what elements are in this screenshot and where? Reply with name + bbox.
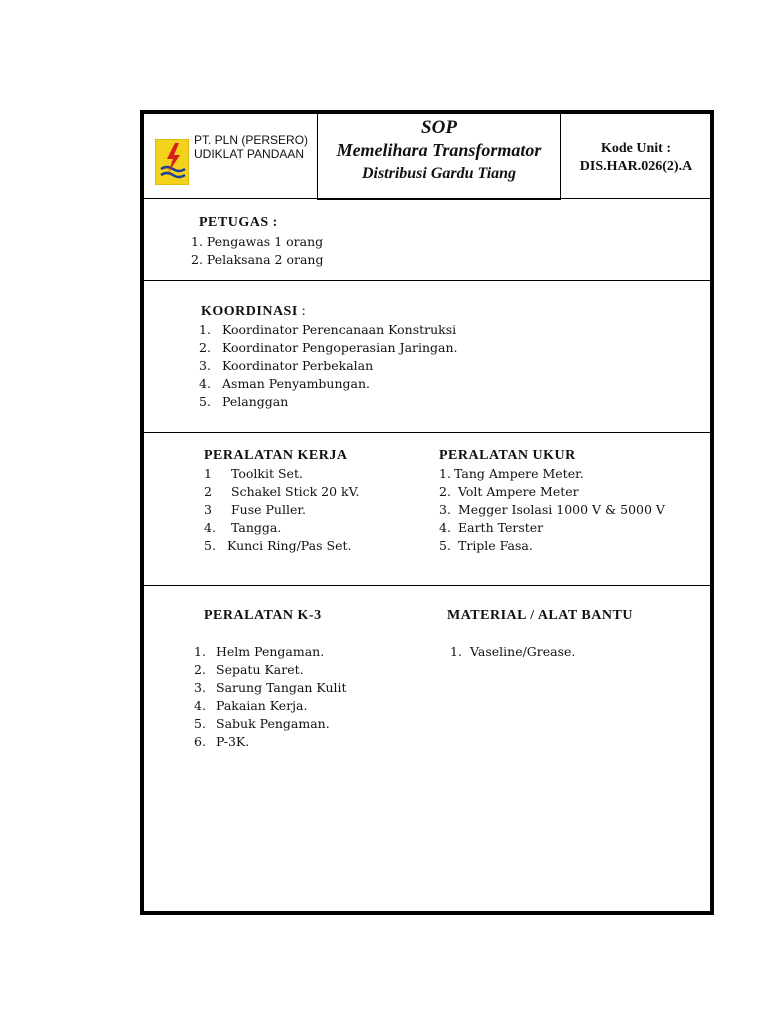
list-text: Koordinator Perbekalan: [222, 358, 374, 373]
list-item: [194, 679, 347, 697]
section-peralatan-ukur: [439, 447, 665, 555]
list-item: [199, 357, 458, 375]
koordinasi-heading: [201, 303, 458, 321]
list-item: [204, 501, 359, 519]
list-text: Volt Ampere Meter: [458, 484, 579, 499]
organization-name: [194, 133, 308, 161]
list-text: Sarung Tangan Kulit: [216, 680, 347, 695]
list-text: Megger Isolasi 1000 V & 5000 V: [458, 502, 665, 517]
list-text: Helm Pengaman.: [216, 644, 325, 659]
peralatan-kerja-heading: PERALATAN KERJA: [204, 448, 348, 463]
list-text: Vaseline/Grease.: [470, 644, 576, 659]
peralatan-ukur-heading: PERALATAN UKUR: [439, 448, 576, 463]
list-item: [199, 375, 458, 393]
list-text: Triple Fasa.: [458, 538, 533, 553]
list-item: 1. Pengawas 1 orang: [191, 234, 324, 249]
section-peralatan-k3: [204, 607, 322, 625]
divider: [144, 432, 710, 433]
list-number: 2: [204, 484, 212, 499]
unit-code-cell: [562, 140, 710, 176]
list-item: [194, 733, 347, 751]
list-number: 3.: [439, 502, 451, 517]
list-number: 5.: [199, 394, 211, 409]
list-text: Earth Terster: [458, 520, 544, 535]
sop-document: [140, 110, 714, 915]
organization-cell: [144, 114, 316, 200]
list-item: [439, 519, 665, 537]
list-number: 5.: [204, 538, 216, 553]
list-text: Sabuk Pengaman.: [216, 716, 330, 731]
list-text: Tang Ampere Meter.: [454, 466, 584, 481]
list-number: 2.: [194, 662, 206, 677]
divider: [144, 585, 710, 586]
petugas-list: [191, 233, 323, 269]
org-line-1: PT. PLN (PERSERO): [194, 133, 309, 147]
org-line-2: UDIKLAT PANDAAN: [194, 147, 305, 161]
list-number: 3: [204, 502, 212, 517]
list-number: 4.: [194, 698, 206, 713]
list-text: Kunci Ring/Pas Set.: [227, 538, 352, 553]
peralatan-k3-heading: PERALATAN K-3: [204, 608, 322, 623]
section-peralatan-kerja: [204, 447, 359, 555]
list-item: [194, 715, 347, 733]
section-koordinasi: [201, 303, 458, 411]
title-line-1: Memelihara Transformator: [336, 140, 542, 160]
list-number: 2.: [199, 340, 211, 355]
list-item: [439, 501, 665, 519]
list-text: Schakel Stick 20 kV.: [231, 484, 360, 499]
divider: [144, 280, 710, 281]
list-number: 1.: [439, 466, 451, 481]
list-number: 5.: [439, 538, 451, 553]
list-number: 1.: [450, 644, 462, 659]
list-item: [204, 465, 359, 483]
list-item: 2. Pelaksana 2 orang: [191, 252, 324, 267]
title-box: [317, 114, 561, 200]
koordinasi-colon: :: [301, 304, 307, 319]
list-number: 4.: [439, 520, 451, 535]
list-item: [204, 483, 359, 501]
sop-label: SOP: [421, 117, 457, 138]
list-item: [194, 661, 347, 679]
section-petugas: [199, 214, 278, 232]
unit-code-label: Kode Unit :: [601, 141, 671, 156]
peralatan-k3-list: [194, 643, 347, 751]
material-list: [450, 643, 575, 661]
list-number: 3.: [199, 358, 211, 373]
list-number: 6.: [194, 734, 206, 749]
list-number: 1: [204, 466, 212, 481]
list-item: [199, 339, 458, 357]
list-text: Asman Penyambungan.: [222, 376, 371, 391]
list-number: 4.: [199, 376, 211, 391]
list-item: [204, 537, 359, 555]
list-text: Tangga.: [231, 520, 282, 535]
material-heading: MATERIAL / ALAT BANTU: [447, 608, 633, 623]
list-item: [439, 483, 665, 501]
document-header: [144, 114, 710, 200]
list-number: 3.: [194, 680, 206, 695]
list-item: [199, 393, 458, 411]
list-item: [439, 537, 665, 555]
list-text: Koordinator Pengoperasian Jaringan.: [222, 340, 458, 355]
list-item: [450, 643, 575, 661]
list-text: Toolkit Set.: [231, 466, 303, 481]
unit-code-value: DIS.HAR.026(2).A: [579, 159, 693, 174]
list-number: 1.: [194, 644, 206, 659]
list-number: 5.: [194, 716, 206, 731]
divider: [144, 198, 710, 199]
section-material: [447, 607, 633, 625]
pln-logo: [155, 139, 189, 185]
petugas-heading: PETUGAS :: [199, 215, 278, 230]
list-item: [439, 465, 665, 483]
list-item: [204, 519, 359, 537]
list-text: P-3K.: [216, 734, 250, 749]
list-text: Pelanggan: [222, 394, 289, 409]
list-number: 1.: [199, 322, 211, 337]
title-line-2: Distribusi Gardu Tiang: [361, 165, 517, 182]
list-text: Pakaian Kerja.: [216, 698, 308, 713]
koordinasi-heading-text: KOORDINASI: [201, 304, 298, 319]
list-item: [194, 643, 347, 661]
list-text: Fuse Puller.: [231, 502, 306, 517]
list-item: [199, 321, 458, 339]
list-number: 2.: [439, 484, 451, 499]
list-item: [194, 697, 347, 715]
list-number: 4.: [204, 520, 216, 535]
list-text: Koordinator Perencanaan Konstruksi: [222, 322, 457, 337]
list-text: Sepatu Karet.: [216, 662, 304, 677]
